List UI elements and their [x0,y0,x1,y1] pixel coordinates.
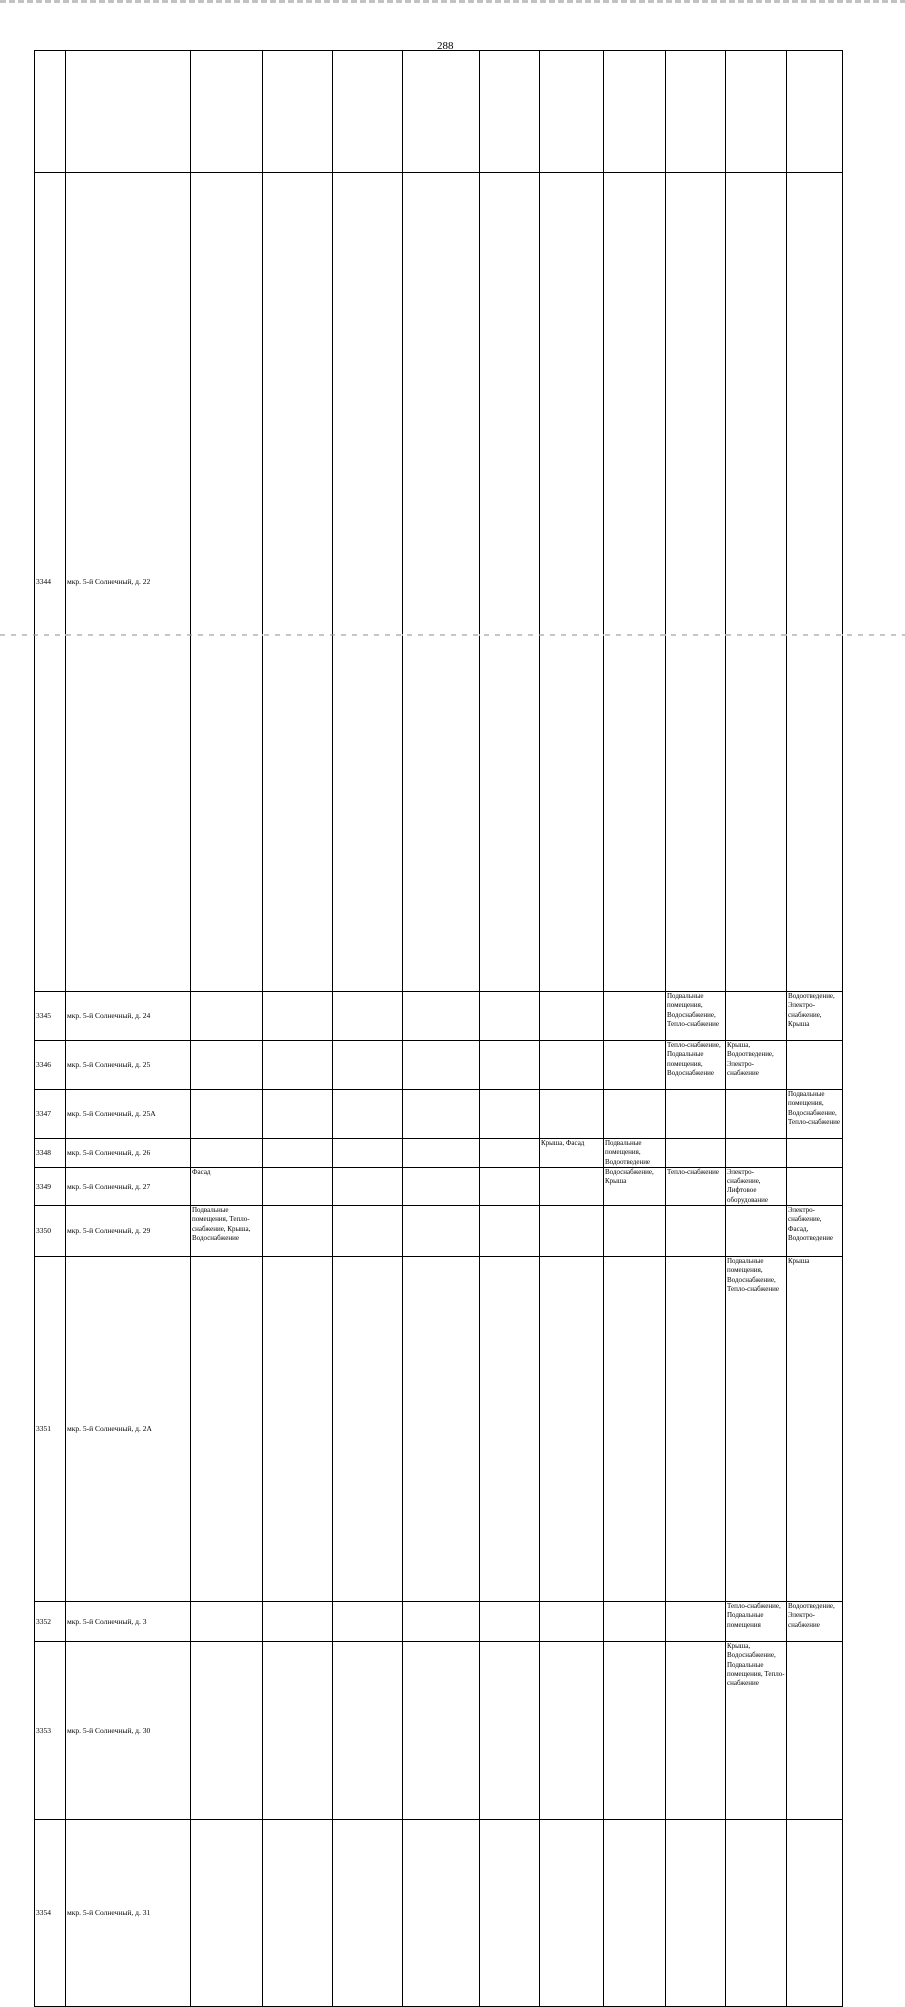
work-cell [263,1206,333,1257]
work-cell [263,1819,333,2006]
page-number: 288 [437,40,454,52]
building-address: мкр. 5-й Солнечный, д. 25А [66,1089,191,1138]
work-cell [263,1602,333,1642]
work-cell [333,1040,403,1089]
work-cell [191,51,263,173]
building-address: мкр. 5-й Солнечный, д. 29 [66,1206,191,1257]
table-row [35,1138,843,1167]
work-cell: Водоотведение, Электро-снабжение, Крыша [787,991,843,1040]
work-cell [480,1819,540,2006]
work-cell [787,1167,843,1205]
table-row [35,1602,843,1642]
table-row [35,1167,843,1205]
work-cell [480,1206,540,1257]
work-cell [480,1257,540,1602]
work-cell [787,1040,843,1089]
work-cell [263,172,333,991]
work-cell [403,1138,480,1167]
work-cell [666,1257,726,1602]
work-cell [480,172,540,991]
work-cell [604,1040,666,1089]
table-row [35,1257,843,1602]
work-cell [540,51,604,173]
work-cell [191,1138,263,1167]
work-cell [333,991,403,1040]
work-cell [540,1819,604,2006]
work-cell: Электро-снабжение, Фасад, Водоотведение [787,1206,843,1257]
work-cell [604,1642,666,1820]
row-number: 3348 [35,1138,66,1167]
building-address: мкр. 5-й Солнечный, д. 24 [66,991,191,1040]
work-cell [333,1602,403,1642]
building-address: мкр. 5-й Солнечный, д. 26 [66,1138,191,1167]
work-cell [263,51,333,173]
work-cell [191,1040,263,1089]
work-cell: Тепло-снабжение [666,1167,726,1205]
table-row [35,1040,843,1089]
scan-top-edge [0,0,905,3]
building-address: мкр. 5-й Солнечный, д. 25 [66,1040,191,1089]
work-cell [403,51,480,173]
work-cell [333,1819,403,2006]
work-cell [480,1642,540,1820]
work-cell [191,991,263,1040]
work-cell [403,1602,480,1642]
building-address: мкр. 5-й Солнечный, д. 30 [66,1642,191,1820]
work-cell [333,1642,403,1820]
table-row [35,1089,843,1138]
work-cell [726,1206,787,1257]
work-cell [540,1602,604,1642]
work-cell: Подвальные помещения, Водоснабжение, Тепло-снабжение [726,1257,787,1602]
work-cell: Подвальные помещения, Водоснабжение, Тепло-снабжение [787,1089,843,1138]
work-cell [403,1642,480,1820]
work-cell [403,1167,480,1205]
work-cell [480,1040,540,1089]
work-cell [263,1040,333,1089]
work-cell [333,172,403,991]
table-row [35,1642,843,1820]
work-cell [333,1167,403,1205]
work-cell [666,1206,726,1257]
work-cell [726,51,787,173]
work-cell [403,1257,480,1602]
row-number: 3353 [35,1642,66,1820]
work-cell [604,1602,666,1642]
building-address: мкр. 5-й Солнечный, д. 22 [66,172,191,991]
work-cell [604,51,666,173]
work-cell [263,991,333,1040]
work-cell [333,51,403,173]
row-number: 3350 [35,1206,66,1257]
row-number: 3352 [35,1602,66,1642]
work-cell [191,172,263,991]
work-cell [333,1138,403,1167]
row-number: 3351 [35,1257,66,1602]
table-row [35,51,843,173]
work-cell [666,1602,726,1642]
work-cell [666,1819,726,2006]
work-cell [403,991,480,1040]
work-cell [787,1138,843,1167]
work-cell: Электро-снабжение, Лифтовое оборудование [726,1167,787,1205]
work-cell: Фасад [191,1167,263,1205]
work-cell [403,1040,480,1089]
work-cell [787,172,843,991]
work-cell [540,1206,604,1257]
building-address: мкр. 5-й Солнечный, д. 3 [66,1602,191,1642]
row-number: 3346 [35,1040,66,1089]
work-cell [540,1040,604,1089]
building-address: мкр. 5-й Солнечный, д. 27 [66,1167,191,1205]
work-cell: Тепло-снабжение, Подвальные помещения, Водоснабжение [666,1040,726,1089]
work-cell [604,991,666,1040]
work-cell: Крыша, Водоснабжение, Подвальные помещения, Тепло-снабжение [726,1642,787,1820]
work-cell [480,1138,540,1167]
work-cell: Крыша, Водоотведение, Электро-снабжение [726,1040,787,1089]
work-cell: Подвальные помещения, Водоотведение [604,1138,666,1167]
building-repair-table [34,50,843,2007]
work-cell: Водоотведение, Электро-снабжение [787,1602,843,1642]
table-row [35,991,843,1040]
work-cell [191,1602,263,1642]
work-cell [787,51,843,173]
table-row [35,1206,843,1257]
work-cell [787,1642,843,1820]
work-cell [403,1819,480,2006]
work-cell [666,1138,726,1167]
work-cell [191,1257,263,1602]
table-row [35,172,843,991]
building-address: мкр. 5-й Солнечный, д. 31 [66,1819,191,2006]
work-cell [604,1819,666,2006]
work-cell [263,1642,333,1820]
scan-bottom-edge [0,634,905,636]
work-cell [604,1257,666,1602]
work-cell [263,1089,333,1138]
row-number: 3344 [35,172,66,991]
work-cell [480,991,540,1040]
table-row [35,1819,843,2006]
work-cell: Подвальные помещения, Тепло-снабжение, Крыша, Водоснабжение [191,1206,263,1257]
work-cell: Крыша, Фасад [540,1138,604,1167]
table-body [35,51,843,2007]
work-cell [540,172,604,991]
work-cell [263,1257,333,1602]
work-cell [480,1167,540,1205]
work-cell [604,172,666,991]
work-cell [263,1138,333,1167]
work-cell [403,172,480,991]
work-cell [540,1167,604,1205]
row-number: 3347 [35,1089,66,1138]
work-cell [666,1642,726,1820]
work-cell [726,1138,787,1167]
work-cell [333,1257,403,1602]
work-cell [263,1167,333,1205]
building-address [66,51,191,173]
work-cell [666,51,726,173]
work-cell [480,1602,540,1642]
work-cell [540,1642,604,1820]
work-cell [191,1819,263,2006]
work-cell [480,51,540,173]
row-number: 3354 [35,1819,66,2006]
work-cell [333,1206,403,1257]
work-cell [191,1089,263,1138]
row-number [35,51,66,173]
row-number: 3345 [35,991,66,1040]
work-cell [540,991,604,1040]
work-cell [540,1089,604,1138]
work-cell [403,1206,480,1257]
work-cell: Тепло-снабжение, Подвальные помещения [726,1602,787,1642]
work-cell [666,172,726,991]
work-cell: Подвальные помещения, Водоснабжение, Тепло-снабжение [666,991,726,1040]
work-cell [540,1257,604,1602]
work-cell [726,991,787,1040]
work-cell [726,1819,787,2006]
work-cell [726,1089,787,1138]
work-cell [333,1089,403,1138]
work-cell [403,1089,480,1138]
work-cell: Водоснабжение, Крыша [604,1167,666,1205]
work-cell [604,1206,666,1257]
work-cell [787,1819,843,2006]
work-cell [191,1642,263,1820]
work-cell [480,1089,540,1138]
work-cell [666,1089,726,1138]
row-number: 3349 [35,1167,66,1205]
work-cell: Крыша [787,1257,843,1602]
work-cell [726,172,787,991]
building-address: мкр. 5-й Солнечный, д. 2А [66,1257,191,1602]
work-cell [604,1089,666,1138]
